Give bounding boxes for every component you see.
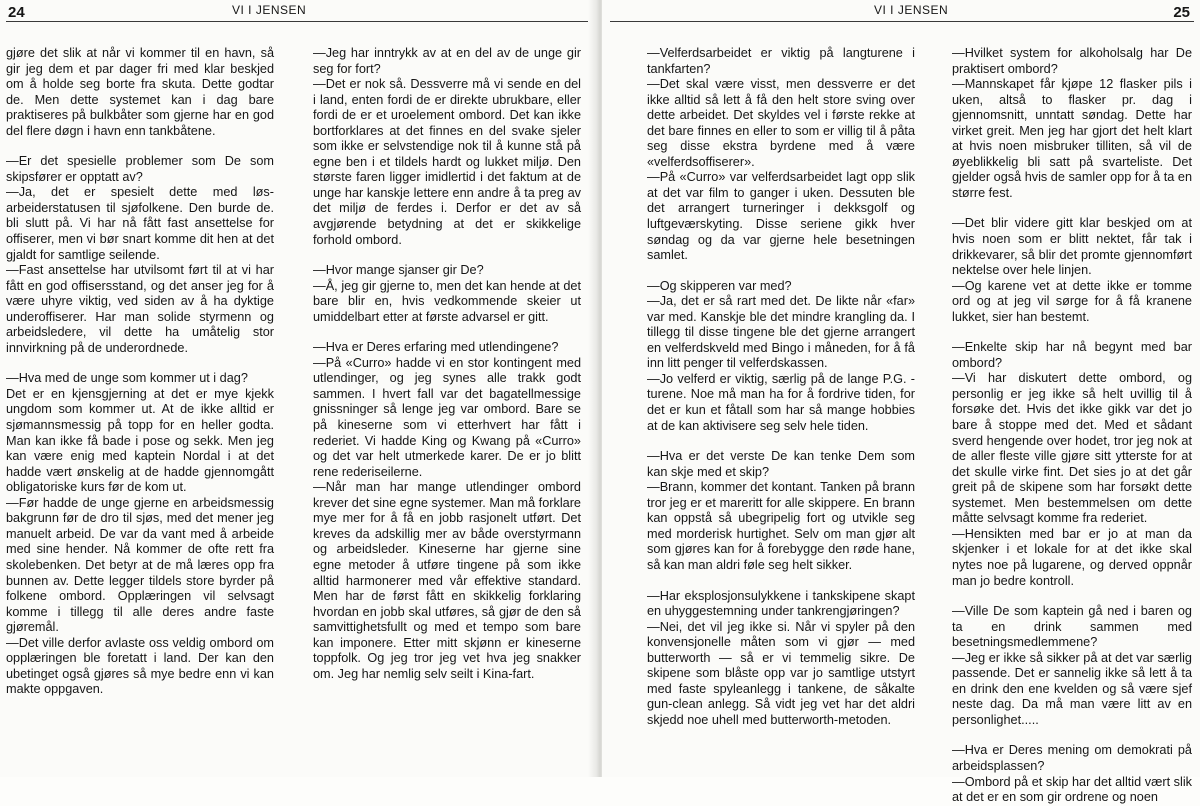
paragraph: —Og karene vet at dette ikke er tomme ord og at jeg vil sørge for å få kranene lukket, sier han bestemt. [952,278,1192,324]
paragraph: —Det blir videre gitt klar beskjed om at hvis noen som er blitt nektet, får tak i drikkevarer, så blir det promte gjennomført nektelse over hele linjen. [952,216,1192,278]
paragraph: —På «Curro» hadde vi en stor kontingent med utlendinger, og jeg synes alle trakk godt sammen. I hvert fall var det bagatellmessige gnissninger så lenge jeg var ombord. Bare se på kineserne som vi etterhvert har fått i rederiet. Vi hadde King og Kwang på «Curro» og det var helt utmerkede karer. De er jo blitt rene rederiseilerne. [313,355,581,479]
left-column-2 [313,46,581,777]
paragraph: —Å, jeg gir gjerne to, men det kan hende at det bare blir en, hvis vedkommende skeier ut umiddelbart etter at første advarsel er gitt. [313,278,581,324]
paragraph: —Jeg er ikke så sikker på at det var særlig passende. Det er sannelig ikke så lett å ta en drink den ene kvelden og så være sjef neste dag. Da må man være litt av en personlighet..... [952,650,1192,727]
paragraph: Det er en kjensgjerning at det er mye kjekk ungdom som kommer ut. At de ikke alltid er sjømannsmessig på topp for en heller godta. Man kan ikke få bade i pose og sekk. Men jeg kan være enig med kaptein Nordal i at det hadde vært ønskelig at de hadde gjennomgått obligatoriske kurs før de kom ut. [6,386,274,495]
paragraph: —Fast ansettelse har utvilsomt ført til at vi har fått en god offisersstand, og det anser jeg for å være uhyre viktig, ved siden av å ha dyktige underoffiserer. Har man solide styrmenn og arbeidsledere, vil dette ha umåtelig stor innvirkning på de underordnede. [6,263,274,355]
header-rule-left [6,21,590,22]
paragraph: —Hvor mange sjanser gir De? [313,263,484,278]
running-head-right: VI I JENSEN [874,3,949,17]
paragraph: —Ombord på et skip har det alltid vært slik at det er en som gir ordrene og noen [952,774,1192,805]
paragraph: —Nei, det vil jeg ikke si. Når vi spyler på den konvensjonelle måten som vi gjør — med butterworth — så er vi temmelig sikre. De skipene som blåste opp var jo samtlige utstyrt med faste spyleanlegg i tankene, de såkalte gun-clean anlegg. Så vidt jeg vet har det aldri skjedd noe uhell med butterworth-metoden. [647,619,915,727]
paragraph: —Mannskapet får kjøpe 12 flasker pils i uken, altså to flasker pr. dag i gjennomsnitt, unntatt søndag. Dette har virket greit. Men jeg har gjort det helt klart at hvis noen misbruker tilliten, så vil de øyeblikkelig bli satt på svarteliste. Det gjelder også hvis de samler opp for å ta en større fest. [952,77,1192,200]
paragraph: —Hvilket system for alkoholsalg har De praktisert ombord? [952,46,1192,76]
right-column-1 [647,46,915,777]
paragraph: —Hva er Deres erfaring med utlendingene? [313,340,559,355]
paragraph: —Jo velferd er viktig, særlig på de lange P.G. -turene. Noe må man ha for å fordrive tiden, for det er kun et fåtall som har så mange hobbies at de kan aktivisere seg selv hele tiden. [647,371,915,433]
paragraph: —Når man har mange utlendinger ombord krever det sine egne systemer. Man må forklare mye mer for å få en jobb rasjonelt utført. Det kreves da adskillig mer av både overstyrmann og arbeidsleder. Kineserne har gjerne sine egne metoder å utføre tingene på som ikke alltid harmonerer med vår effektive standard. Men har de først fått en skikkelig forklaring hvordan en jobb skal utføres, så gjør de den så samvittighetsfullt og med et tempo som bare kan imponere. Etter mitt skjønn er kineserne toppfolk. Og jeg tror jeg vet hva jeg snakker om. Jeg har nemlig selv seilt i Kina-fart. [313,480,581,681]
paragraph: —Det ville derfor avlaste oss veldig ombord om opplæringen ble foretatt i land. Der kan den ubetinget også gjøres så mye bedre enn vi kan makte oppgaven. [6,635,274,697]
paragraph: —På «Curro» var velferdsarbeidet lagt opp slik at det var film to ganger i uken. Dessuten ble det arrangert turneringer i dekksgolf og luftgeværskyting. Disse seriene gikk hver søndag og da var gjerne hele besetningen samlet. [647,170,915,263]
paragraph: —Hva er det verste De kan tenke Dem som kan skje med et skip? [647,449,915,479]
paragraph: —Det skal være visst, men dessverre er det ikke alltid så lett å få den helt store sving over dette arbeidet. Det skyldes vel i første rekke at det bare finnes en eller to som er villig til å påta seg disse ekstra byrdene med å være «velferdsoffiserer». [647,77,915,169]
right-page [602,0,1200,805]
paragraph: —Ja, det er spesielt dette med løs-arbeiderstatusen til sjøfolkene. Den burde de. bli slutt på. Vi har nå fått fast ansettelse for offiserer, men vi bør snart komme dit hen at det gjaldt for samtlige seilende. [6,185,274,262]
paragraph: —Hva med de unge som kommer ut i dag? [6,371,248,386]
paragraph: —Og skipperen var med? [647,278,792,293]
paragraph: —Det er nok så. Dessverre må vi sende en del i land, enten fordi de er direkte ubrukbare, eller fordi de er et uroelement ombord. Det kan ikke bortforklares at det finnes en del svake sjeler som ikke er selvstendige nok til å kunne stå på egne ben i et tildels hardt og lukket miljø. Den største faren ligger imidlertid i det faktum at de unge har kanskje lettere enn andre å ta preg av det miljø de ferdes i. Derfor er det av så avgjørende betydning at det er skikkelige forhold ombord. [313,77,581,247]
paragraph: —Er det spesielle problemer som De som skipsfører er opptatt av? [6,154,274,184]
left-page [0,0,598,777]
paragraph: —Ja, det er så rart med det. De likte når «far» var med. Kanskje ble det mindre krangling da. I tillegg til disse tingene ble det gjerne arrangert en velferdskveld med Bingo i måneden, for å få inn litt penger til velferdskassen. [647,294,915,371]
page-number-left: 24 [8,4,25,21]
paragraph: —Jeg har inntrykk av at en del av de unge gir seg for fort? [313,46,581,76]
paragraph: gjøre det slik at når vi kommer til en havn, så gir jeg dem et par dager fri med klar beskjed om å holde seg borte fra skuta. Dette godtar de. Men dette systemet kan i dag bare praktiseres på bulkbåter som gjerne har en god del flere døgn i havn enn tankbåtene. [6,46,274,138]
left-column-1 [6,46,274,777]
running-head-left: VI I JENSEN [232,3,307,17]
paragraph: —Hensikten med bar er jo at man da skjenker i et lokale for at det ikke skal nytes noe på lugarene, og derved oppnår man jo bedre kontroll. [952,526,1192,588]
paragraph: —Velferdsarbeidet er viktig på langturene i tankfarten? [647,46,915,76]
paragraph: —Hva er Deres mening om demokrati på arbeidsplassen? [952,743,1192,773]
paragraph: —Brann, kommer det kontant. Tanken på brann tror jeg er et mareritt for alle skippere. En brann kan oppstå så ubegripelig fort og utvikle seg med morderisk hurtighet. Selv om man gjør alt som gjøres kan for å forebygge den røde hane, så kan man aldri føle seg helt sikker. [647,480,915,572]
page-number-right: 25 [1173,4,1190,21]
paragraph: —Enkelte skip har nå begynt med bar ombord? [952,340,1192,370]
paragraph: —Ville De som kaptein gå ned i baren og ta en drink sammen med besetningsmedlemmene? [952,604,1192,650]
paragraph: —Før hadde de unge gjerne en arbeidsmessig bakgrunn før de dro til sjøs, med det mener jeg manuelt arbeid. De var da vant med å arbeide med sine hender. Nå kommer de ofte rett fra skolebenken. Det betyr at de må læres opp fra bunnen av. Dette legger tildels store byrder på folkene ombord. Opplæringen vil selvsagt komme i tillegg til alle deres andre faste gjøremål. [6,495,274,635]
paragraph: —Har eksplosjonsulykkene i tankskipene skapt en uhyggestemning under tankrengjøringen? [647,588,915,619]
header-rule-right [610,21,1194,22]
right-column-2 [952,46,1192,805]
paragraph: —Vi har diskutert dette ombord, og personlig er jeg ikke så helt uvillig til å forsøke det. Hvis det ikke gikk var det jo bare å stoppe med det. Med et sådant sverd hengende over hodet, tror jeg nok at de aller fleste ville gjøre sitt ytterste for at det skulle virke fint. Det sies jo at det går greit på de skipene som har forsøkt dette systemet. Men bestemmelsen om dette måtte selvsagt komme fra rederiet. [952,371,1192,526]
